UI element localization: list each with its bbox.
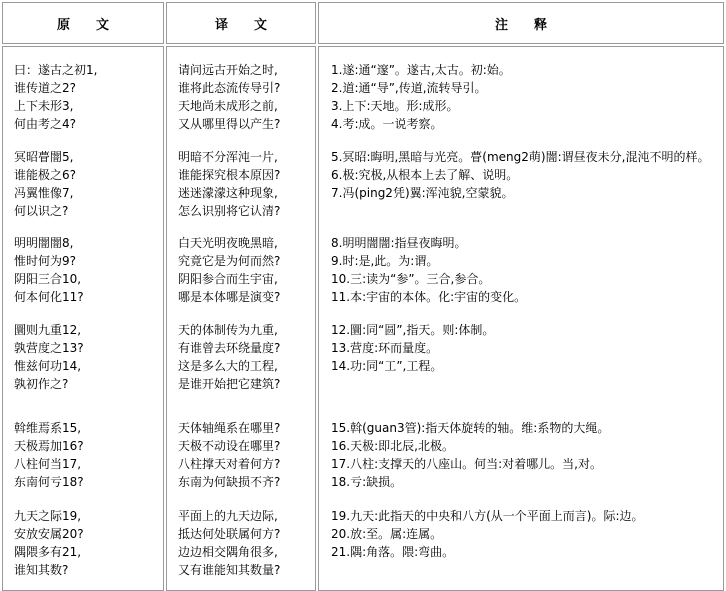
original-line: 冯翼惟像7, [14,186,74,200]
translation-line: 白天光明夜晚黑暗, [178,236,278,250]
original-line: 圜则九重12, [14,323,82,337]
original-line: 惟兹何功14, [14,359,82,373]
translation-line: 天极不动设在哪里? [178,439,281,453]
header-original [2,2,164,44]
translation-line: 平面上的九天边际, [178,509,278,523]
translation-line: 究竟它是为何而然? [178,254,281,268]
translation-line: 阴阳参合而生宇宙, [178,272,278,286]
notes-line: 4.考:成。一说考察。 [331,117,443,131]
translation-line: 有谁曾去环绕量度? [178,341,281,355]
translation-line: 八柱撑天对着何方? [178,457,281,471]
original-line: 冥昭瞢闇5, [14,150,74,164]
original-line: 惟时何为9? [14,254,77,268]
original-line: 何本何化11? [14,290,84,304]
notes-line: 17.八柱:支撑天的八座山。何当:对着哪儿。当,对。 [331,457,602,471]
notes-line: 2.道:通“导”,传道,流转导引。 [331,81,487,95]
translation-line: 谁能探究根本原因? [178,168,281,182]
translation-line: 哪是本体哪是演变? [178,290,281,304]
original-line: 谁知其数? [14,563,69,577]
translation-line: 请问远古开始之时, [178,63,278,77]
original-line: 天极焉加16? [14,439,84,453]
translation-line: 怎么识别将它认清? [178,204,281,218]
notes-line: 13.营度:环而量度。 [331,341,439,355]
translation-line: 明暗不分浑沌一片, [178,150,278,164]
translation-line: 又有谁能知其数量? [178,563,281,577]
column-translation [166,46,316,591]
header-translation-label: 译 文 [214,17,267,33]
notes-line: 5.冥昭:晦明,黑暗与光亮。瞢(meng2萌)闇:谓昼夜未分,混沌不明的样。 [331,150,710,164]
translation-line: 又从哪里得以产生? [178,117,281,131]
notes-line: 3.上下:天地。形:成形。 [331,99,459,113]
translation-line: 迷迷濛濛这种现象, [178,186,278,200]
notes-line: 8.明明闇闇:指昼夜晦明。 [331,236,467,250]
original-line: 谁传道之2? [14,81,77,95]
header-notes [318,2,724,44]
notes-line: 11.本:宇宙的本体。化:宇宙的变化。 [331,290,527,304]
notes-line: 7.冯(ping2凭)翼:浑沌貌,空蒙貌。 [331,186,514,200]
translation-line: 抵达何处联属何方? [178,527,281,541]
translation-line: 天的体制传为九重, [178,323,278,337]
header-original-label: 原 文 [56,17,109,33]
original-line: 孰营度之13? [14,341,84,355]
notes-line: 14.功:同“工”,工程。 [331,359,443,373]
original-line: 斡维焉系15, [14,421,82,435]
translation-line: 东南为何缺损不齐? [178,475,281,489]
notes-line: 12.圜:同“圆”,指天。则:体制。 [331,323,495,337]
notes-line: 15.斡(guan3管):指天体旋转的轴。维:系物的大绳。 [331,421,610,435]
original-line: 上下未形3, [14,99,74,113]
translation-line: 是谁开始把它建筑? [178,377,281,391]
original-line: 何以识之? [14,204,69,218]
notes-line: 18.亏:缺损。 [331,475,403,489]
original-line: 安放安属20? [14,527,84,541]
translation-line: 天体轴绳系在哪里? [178,421,281,435]
original-line: 八柱何当17, [14,457,82,471]
original-line: 九天之际19, [14,509,82,523]
translation-line: 这是多么大的工程, [178,359,278,373]
original-line: 何由考之4? [14,117,77,131]
translation-line: 天地尚未成形之前, [178,99,278,113]
translation-line: 边边相交隅角很多, [178,545,278,559]
notes-line: 20.放:至。属:连属。 [331,527,443,541]
notes-line: 9.时:是,此。为:谓。 [331,254,439,268]
translation-line: 谁将此态流传导引? [178,81,281,95]
column-notes [318,46,724,591]
header-notes-label: 注 释 [494,17,547,33]
notes-line: 10.三:读为“参”。三合,参合。 [331,272,491,286]
original-line: 孰初作之? [14,377,69,391]
notes-line: 19.九天:此指天的中央和八方(从一个平面上而言)。际:边。 [331,509,644,523]
original-line: 明明闇闇8, [14,236,74,250]
notes-line: 1.遂:通“邃”。遂古,太古。初:始。 [331,63,511,77]
original-line: 东南何亏18? [14,475,84,489]
column-original [2,46,164,591]
original-line: 曰：遂古之初1, [14,63,98,77]
notes-line: 16.天极:即北辰,北极。 [331,439,454,453]
original-line: 阴阳三合10, [14,272,82,286]
notes-line: 21.隅:角落。隈:弯曲。 [331,545,455,559]
notes-line: 6.极:究极,从根本上去了解、说明。 [331,168,519,182]
original-line: 隅隈多有21, [14,545,82,559]
header-translation [166,2,316,44]
original-line: 谁能极之6? [14,168,77,182]
